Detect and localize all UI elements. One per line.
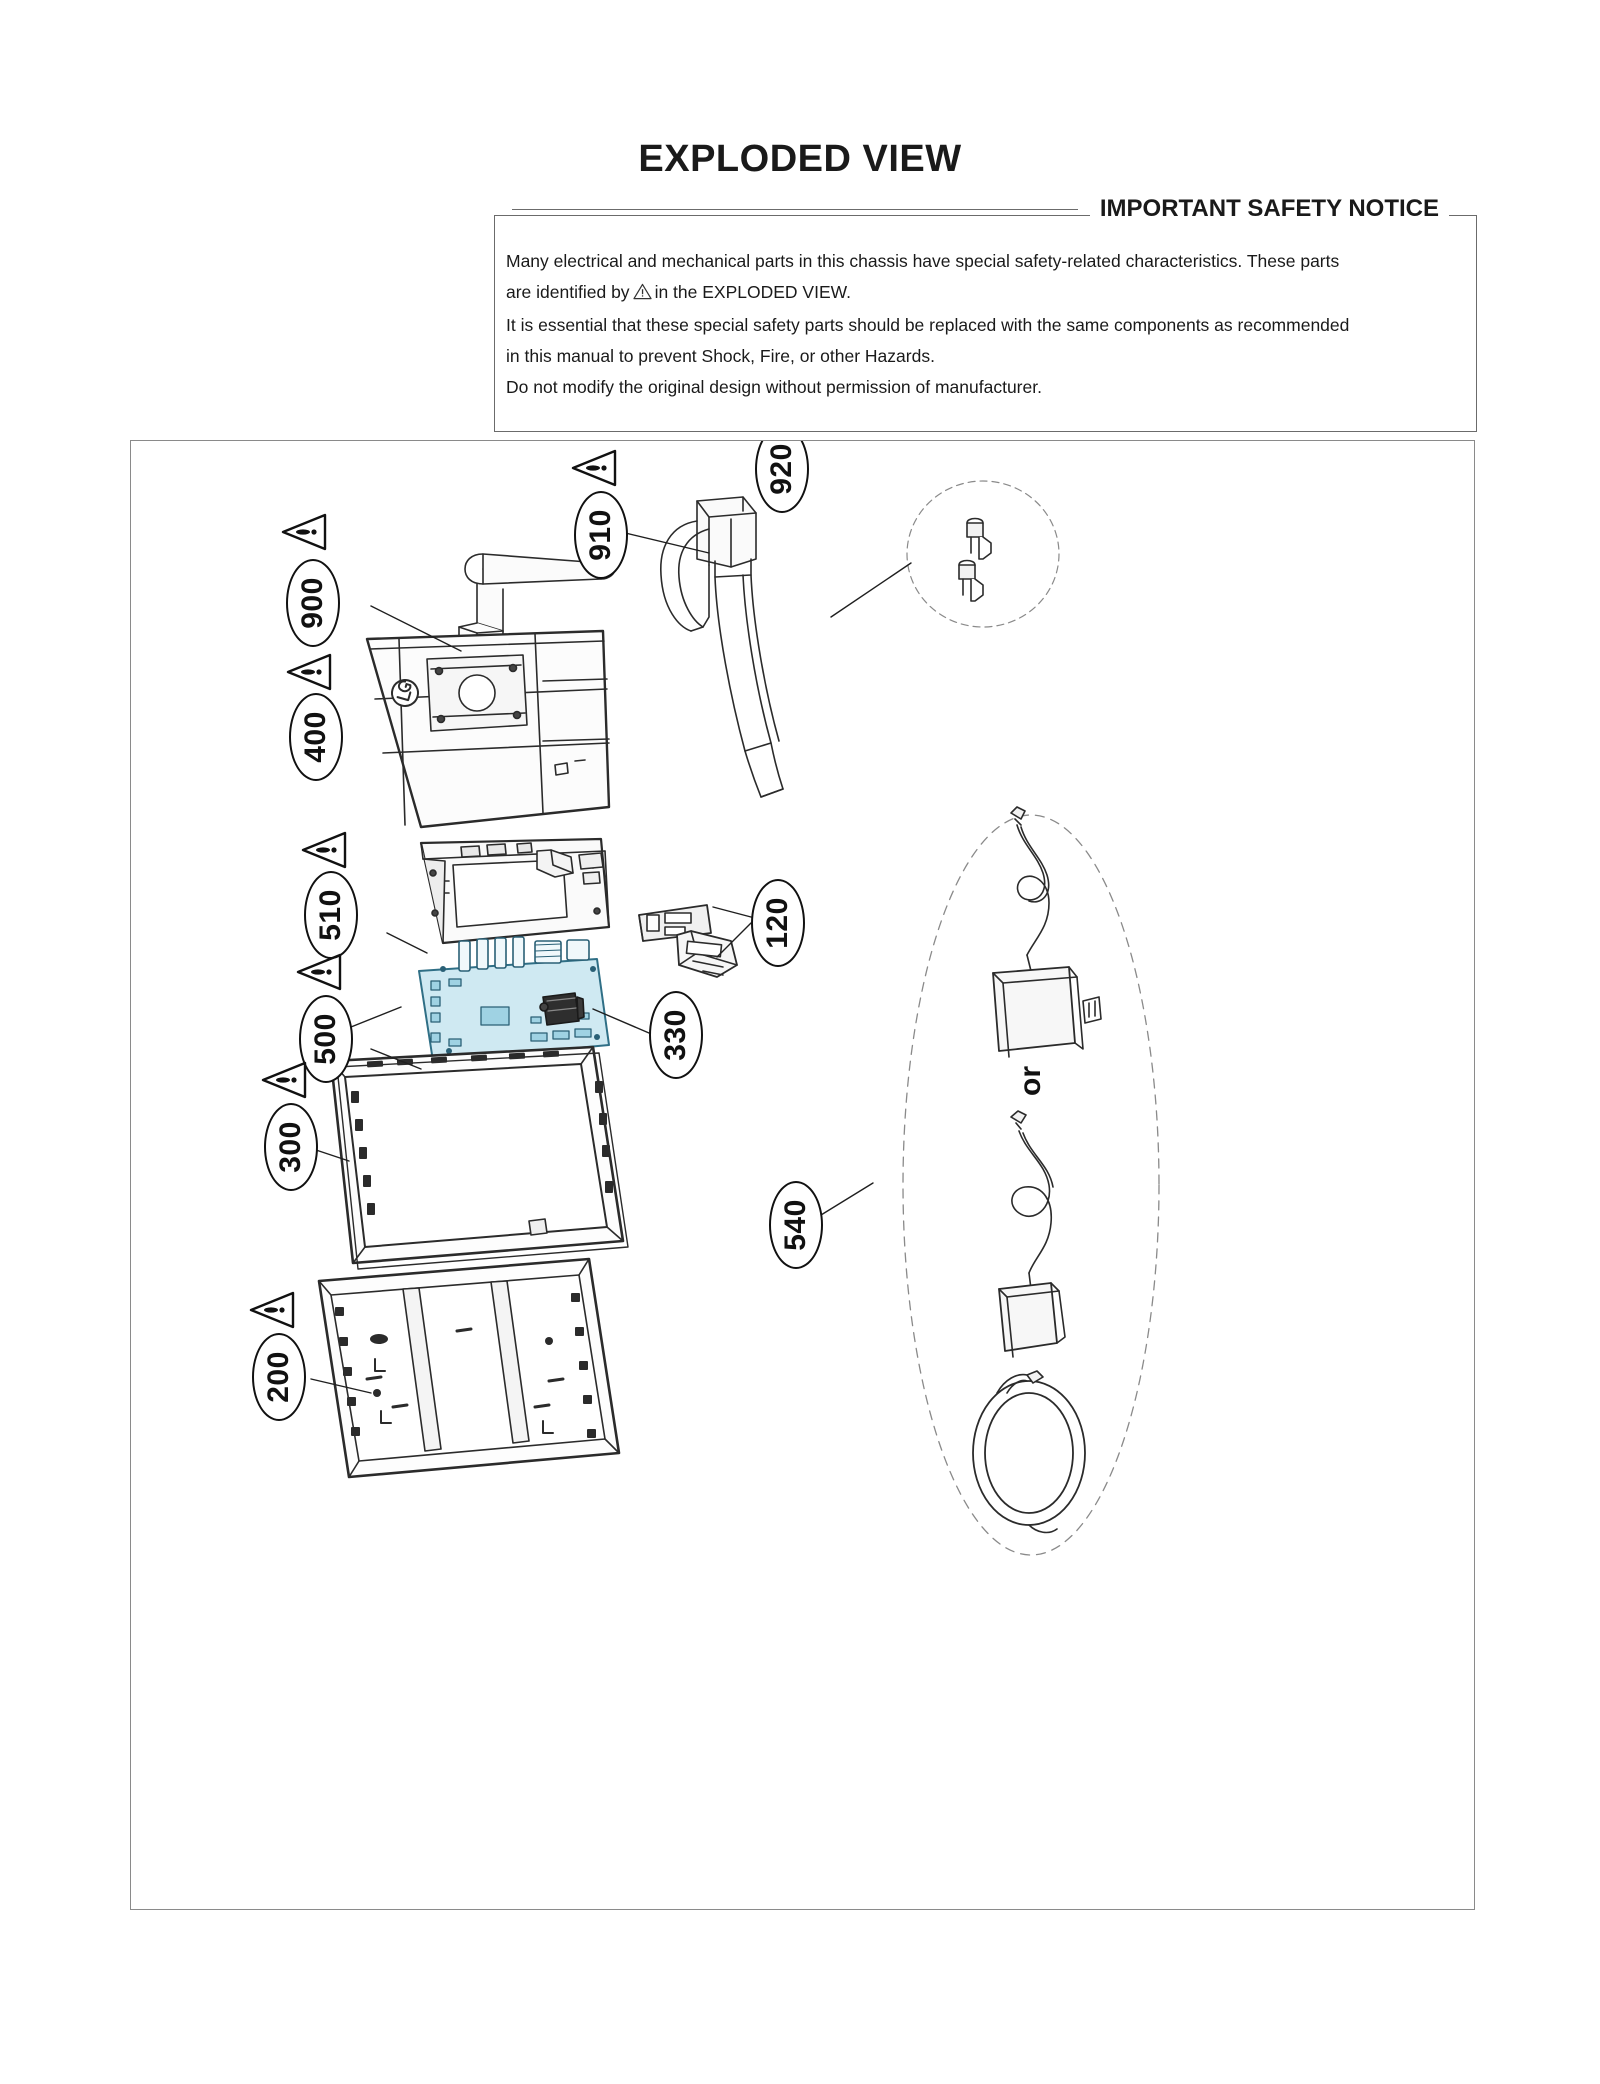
callout-number: 500 bbox=[309, 1013, 342, 1065]
warning-triangle-icon-510 bbox=[301, 831, 347, 869]
part-330-joystick-button bbox=[540, 993, 584, 1025]
part-510-shield-bracket bbox=[421, 839, 609, 943]
part-300-front-bezel bbox=[331, 1047, 628, 1269]
warning-triangle-icon-500 bbox=[296, 953, 342, 991]
adapter-brick bbox=[993, 967, 1101, 1057]
power-cord-brick bbox=[999, 1283, 1065, 1357]
warning-triangle-icon-300 bbox=[261, 1061, 307, 1099]
callout-number: 300 bbox=[274, 1121, 307, 1173]
part-200-panel-chassis bbox=[319, 1259, 619, 1477]
safety-line-5: Do not modify the original design without permission of manufacturer. bbox=[506, 377, 1042, 397]
part-920-screws bbox=[907, 481, 1059, 627]
callout-number: 400 bbox=[299, 711, 332, 763]
safety-notice-body bbox=[494, 246, 1477, 403]
legend-rule bbox=[512, 209, 1078, 210]
part-910-stand-base bbox=[661, 497, 783, 797]
safety-line-1: Many electrical and mechanical parts in this chassis have special safety-related characteristics. These parts bbox=[506, 251, 1340, 271]
callout-910[interactable] bbox=[574, 491, 628, 579]
callout-120[interactable] bbox=[751, 879, 805, 967]
callout-number: 910 bbox=[584, 509, 617, 561]
callout-number: 120 bbox=[761, 897, 794, 949]
safety-notice-title: IMPORTANT SAFETY NOTICE bbox=[1090, 194, 1449, 224]
safety-line-2-after: in the EXPLODED VIEW. bbox=[654, 282, 852, 302]
part-540-power-adapter-group bbox=[903, 807, 1159, 1555]
safety-line-4: in this manual to prevent Shock, Fire, or other Hazards. bbox=[506, 346, 935, 366]
callout-920[interactable] bbox=[755, 440, 809, 513]
callout-500[interactable] bbox=[299, 995, 353, 1083]
callout-400[interactable] bbox=[289, 693, 343, 781]
warning-triangle-icon-900 bbox=[281, 513, 327, 551]
warning-triangle-icon-910 bbox=[571, 449, 617, 487]
callout-300[interactable] bbox=[264, 1103, 318, 1191]
callout-number: 900 bbox=[296, 577, 329, 629]
callout-number: 540 bbox=[779, 1199, 812, 1251]
callout-900[interactable] bbox=[286, 559, 340, 647]
callout-number: 510 bbox=[314, 889, 347, 941]
safety-notice-legend bbox=[494, 194, 1477, 224]
alternative-or-label: or bbox=[1014, 1066, 1047, 1096]
part-120-connector-bracket bbox=[639, 905, 737, 977]
warning-triangle-icon bbox=[633, 279, 652, 310]
safety-line-2-before: are identified by bbox=[506, 282, 630, 302]
ac-power-cable-coil bbox=[973, 1371, 1085, 1532]
callout-330[interactable] bbox=[649, 991, 703, 1079]
callout-540[interactable] bbox=[769, 1181, 823, 1269]
callout-number: 920 bbox=[765, 443, 798, 495]
safety-line-3: It is essential that these special safety parts should be replaced with the same components as recommended bbox=[506, 315, 1350, 335]
power-cord-dc bbox=[1011, 1111, 1053, 1289]
callout-number: 330 bbox=[659, 1009, 692, 1061]
part-400-rear-cover bbox=[367, 631, 609, 827]
callout-510[interactable] bbox=[304, 871, 358, 959]
exploded-view-diagram bbox=[130, 440, 1475, 1910]
warning-triangle-icon-400 bbox=[286, 653, 332, 691]
diagram-artwork bbox=[131, 441, 1475, 1910]
safety-line-2 bbox=[506, 277, 1459, 310]
warning-triangle-icon-200 bbox=[249, 1291, 295, 1329]
callout-200[interactable] bbox=[252, 1333, 306, 1421]
page-title: EXPLODED VIEW bbox=[638, 138, 962, 180]
adapter-dc-cord bbox=[1011, 807, 1049, 971]
callout-number: 200 bbox=[262, 1351, 295, 1403]
